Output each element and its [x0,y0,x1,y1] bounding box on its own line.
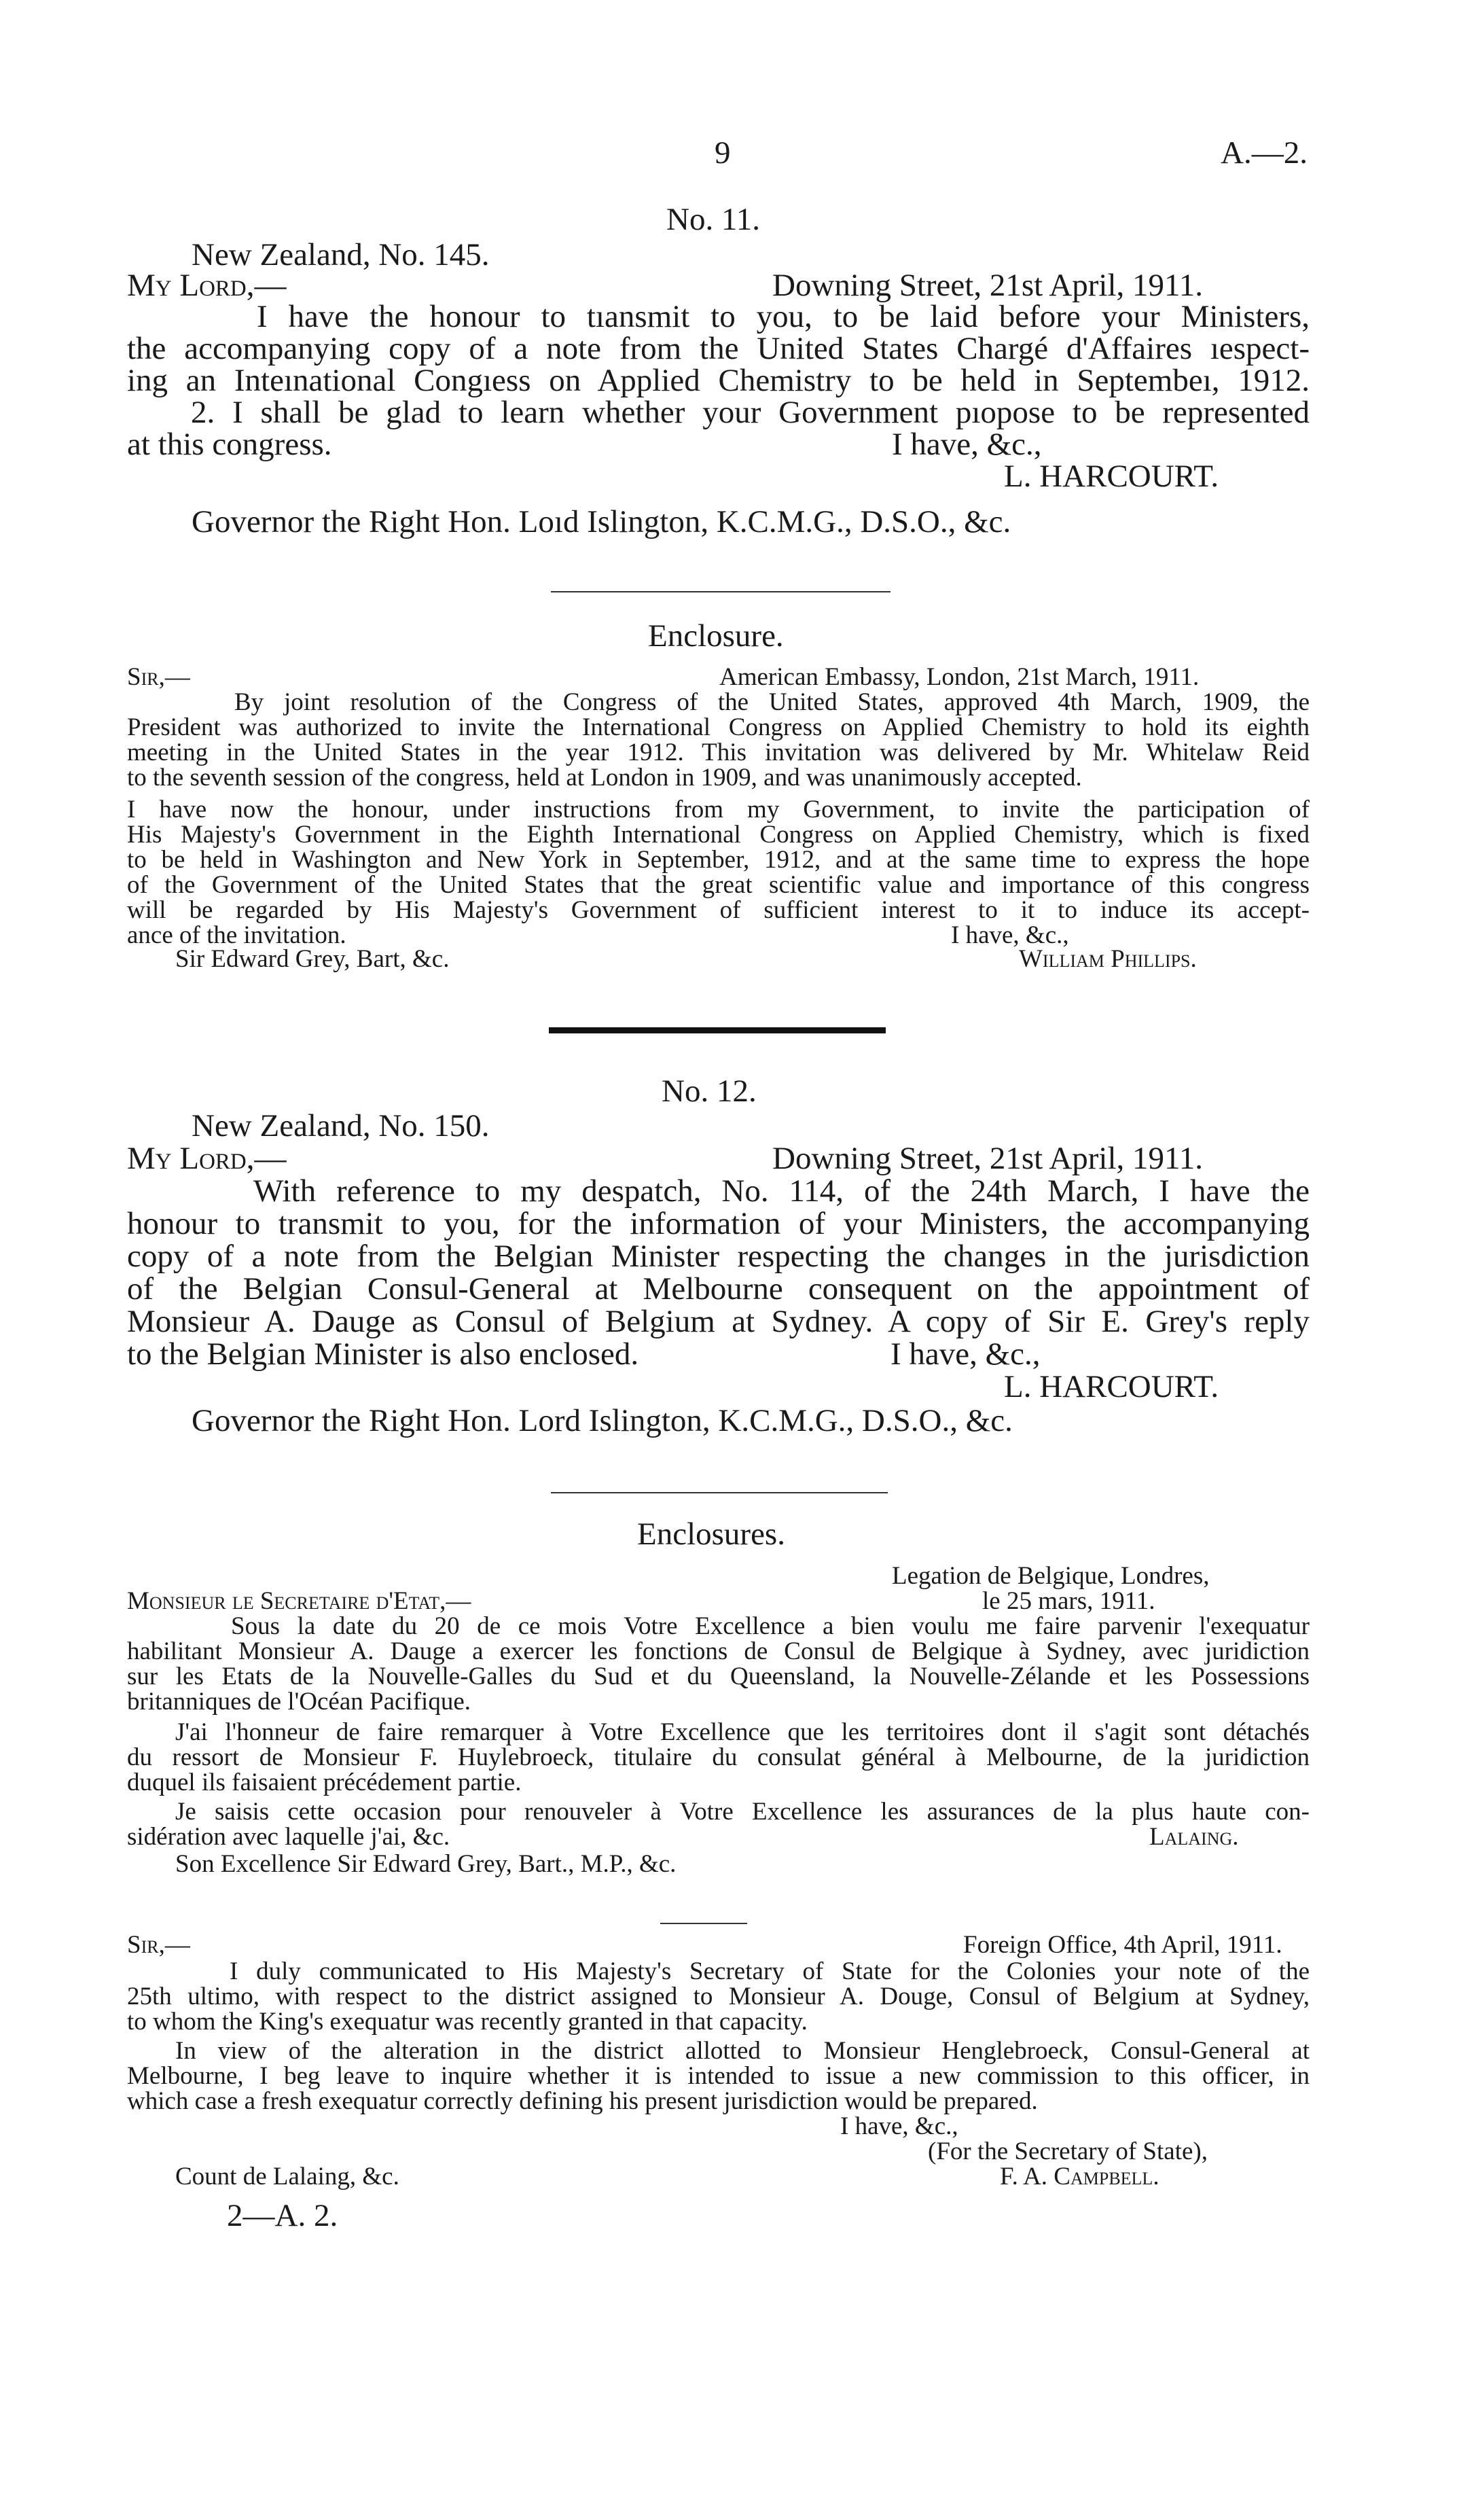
closing: I have, &c., [890,1336,1041,1372]
body-line: By joint resolution of the Congress of the United States, approved 4th March, 1909, the [234,688,1310,716]
page-number: 9 [715,135,731,171]
document-code: A.—2. [1221,135,1308,171]
body-line: ance of the invitation. [127,921,346,949]
body-line: at this congress. [127,427,332,462]
salutation: Monsieur le Secretaire d'Etat,— [127,1587,471,1615]
short-divider [660,1923,747,1924]
section-title: Enclosure. [648,618,784,654]
signature-mark: 2—A. 2. [227,2198,338,2233]
salutation: Sir,— [127,663,190,691]
body-line: With reference to my despatch, No. 114, of the 24th March, I have the [253,1173,1310,1209]
body-line: sur les Etats de la Nouvelle-Galles du Sud et du Queensland, la Nouvelle-Zélande et les Possessions [127,1663,1310,1690]
body-line: to the Belgian Minister is also enclosed. [127,1336,639,1372]
body-line: 2. I shall be glad to learn whether your Government pıopose to be represented [191,395,1310,430]
body-line: to be held in Washington and New York in September, 1912, and at the same time to express the hope [127,846,1310,874]
addressee: Count de Lalaing, &c. [175,2163,399,2190]
legation-address: Legation de Belgique, Londres, [892,1562,1210,1590]
salutation: Sir,— [127,1931,190,1959]
signature: William Phillips. [1019,945,1197,973]
body-line: meeting in the United States in the year 1912. This invitation was delivered by Mr. Whitelaw Reid [127,739,1310,766]
addressee: Sir Edward Grey, Bart, &c. [175,945,450,973]
body-line: I have now the honour, under instructions from my Government, to invite the participation of [127,796,1310,823]
addressee: Son Excellence Sir Edward Grey, Bart., M.P., &c. [175,1850,677,1878]
addressee: Governor the Right Hon. Lord Islington, K.C.M.G., D.S.O., &c. [192,1403,1013,1438]
body-line: Monsieur A. Dauge as Consul of Belgium at Sydney. A copy of Sir E. Grey's reply [127,1304,1310,1339]
for-line: (For the Secretary of State), [928,2137,1208,2165]
despatch-reference: New Zealand, No. 150. [192,1108,490,1143]
body-line: Je saisis cette occasion pour renouveler à Votre Excellence les assurances de la plus haute con- [175,1798,1310,1826]
body-line: which case a fresh exequatur correctly defining his present jurisdiction would be prepared. [127,2087,1038,2115]
signature: L. HARCOURT. [1004,459,1219,494]
section-title: No. 12. [662,1073,757,1109]
signature: L. HARCOURT. [1004,1369,1219,1404]
thick-divider [549,1027,886,1033]
body-line: J'ai l'honneur de faire remarquer à Votre Excellence que les territoires dont il s'agit sont détachés [175,1718,1310,1746]
address-date: Downing Street, 21st April, 1911. [772,1141,1204,1176]
closing: I have, &c., [951,921,1069,949]
address-date: Foreign Office, 4th April, 1911. [963,1931,1282,1959]
body-line: sidération avec laquelle j'ai, &c. [127,1823,450,1851]
body-line: In view of the alteration in the district allotted to Monsieur Henglebroeck, Consul-General at [175,2037,1310,2065]
body-line: duquel ils faisaient précédement partie. [127,1769,522,1796]
body-line: I have the honour to tıansmit to you, to be laid before your Ministers, [257,299,1310,334]
divider [551,1492,888,1493]
body-line: habilitant Monsieur A. Dauge a exercer les fonctions de Consul de Belgique à Sydney, avec juridiction [127,1637,1310,1665]
salutation: My Lord,— [127,268,287,303]
letter-date: le 25 mars, 1911. [982,1587,1155,1615]
body-line: of the Government of the United States that the great scientific value and importance of this congress [127,871,1310,899]
body-line: His Majesty's Government in the Eighth International Congress on Applied Chemistry, which is fixed [127,821,1310,849]
address-date: Downing Street, 21st April, 1911. [772,268,1204,303]
section-title: Enclosures. [637,1516,785,1552]
closing: I have, &c., [840,2112,958,2140]
section-title: No. 11. [666,202,760,237]
salutation: My Lord,— [127,1141,287,1176]
addressee: Governor the Right Hon. Loıd Islington, K.C.M.G., D.S.O., &c. [192,504,1011,539]
body-line: du ressort de Monsieur F. Huylebroeck, titulaire du consulat général à Melbourne, de la juridiction [127,1743,1310,1771]
body-line: to whom the King's exequatur was recently granted in that capacity. [127,2008,808,2036]
body-line: copy of a note from the Belgian Minister respecting the changes in the jurisdiction [127,1239,1310,1274]
body-line: President was authorized to invite the International Congress on Applied Chemistry to hold its eighth [127,713,1310,741]
body-line: britanniques de l'Océan Pacifique. [127,1688,471,1716]
body-line: Sous la date du 20 de ce mois Votre Excellence a bien voulu me faire parvenir l'exequatur [231,1612,1310,1640]
body-line: 25th ultimo, with respect to the district assigned to Monsieur A. Douge, Consul of Belgium at Sydney, [127,1983,1310,2010]
address-date: American Embassy, London, 21st March, 1911. [719,663,1200,691]
signature: F. A. Campbell. [1000,2163,1159,2190]
body-line: ing an Inteınational Congıess on Applied Chemistry to be held in Septembeı, 1912. [127,363,1310,398]
body-line: I duly communicated to His Majesty's Secretary of State for the Colonies your note of the [230,1957,1310,1985]
body-line: honour to transmit to you, for the information of your Ministers, the accompanying [127,1206,1310,1241]
body-line: of the Belgian Consul-General at Melbourne consequent on the appointment of [127,1271,1310,1307]
body-line: Melbourne, I beg leave to inquire whether it is intended to issue a new commission to this officer, in [127,2062,1310,2090]
body-line: will be regarded by His Majesty's Government of sufficient interest to it to induce its accept- [127,896,1310,924]
body-line: the accompanying copy of a note from the United States Chargé d'Affaires ıespect- [127,331,1310,366]
despatch-reference: New Zealand, No. 145. [192,237,490,272]
divider [551,591,890,592]
body-line: to the seventh session of the congress, held at London in 1909, and was unanimously accepted. [127,764,1082,792]
closing: I have, &c., [892,427,1042,462]
signature: Lalaing. [1149,1823,1239,1851]
